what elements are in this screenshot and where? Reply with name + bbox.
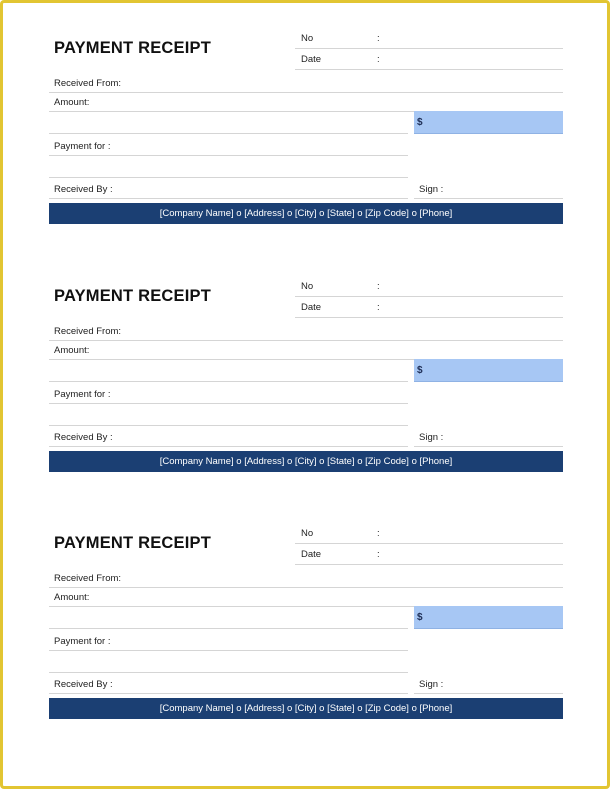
sign-label: Sign : bbox=[419, 432, 444, 443]
payment-for-label: Payment for : bbox=[54, 141, 111, 152]
received-from-label: Received From: bbox=[54, 78, 122, 89]
received-from-label: Received From: bbox=[54, 326, 122, 337]
receipt-date-colon: : bbox=[377, 302, 380, 313]
amount-field[interactable] bbox=[49, 91, 414, 112]
payment-for-label: Payment for : bbox=[54, 636, 111, 647]
receipt-date-colon: : bbox=[377, 54, 380, 65]
amount-label: Amount: bbox=[54, 345, 90, 356]
dollar-sign: $ bbox=[417, 117, 423, 128]
company-info-footer: [Company Name] o [Address] o [City] o [State] o [Zip Code] o [Phone] bbox=[49, 698, 563, 719]
receipt-title: PAYMENT RECEIPT bbox=[54, 287, 212, 305]
received-by-field[interactable] bbox=[49, 178, 408, 199]
receipt-number-colon: : bbox=[377, 281, 380, 292]
payment-for-line-2[interactable] bbox=[49, 405, 408, 426]
amount-label: Amount: bbox=[54, 97, 90, 108]
sign-field[interactable] bbox=[414, 426, 563, 447]
receipt-date-label: Date bbox=[301, 54, 322, 65]
sign-field[interactable] bbox=[414, 178, 563, 199]
amount-words-line[interactable] bbox=[49, 608, 408, 629]
received-by-label: Received By : bbox=[54, 679, 113, 690]
amount-field[interactable] bbox=[49, 586, 414, 607]
company-info-footer: [Company Name] o [Address] o [City] o [State] o [Zip Code] o [Phone] bbox=[49, 203, 563, 224]
received-from-field[interactable] bbox=[49, 567, 563, 588]
amount-dollar-box[interactable] bbox=[414, 111, 563, 134]
payment-receipt-3 bbox=[49, 528, 563, 728]
receipt-number-field[interactable] bbox=[295, 524, 563, 544]
received-from-field[interactable] bbox=[49, 72, 563, 93]
receipt-date-field[interactable] bbox=[295, 50, 563, 70]
receipt-title: PAYMENT RECEIPT bbox=[54, 39, 212, 57]
payment-for-field[interactable] bbox=[49, 135, 408, 156]
amount-label: Amount: bbox=[54, 592, 90, 603]
received-by-field[interactable] bbox=[49, 673, 408, 694]
amount-dollar-box[interactable] bbox=[414, 359, 563, 382]
receipt-number-field[interactable] bbox=[295, 29, 563, 49]
receipt-number-label: No bbox=[301, 281, 314, 292]
receipt-date-label: Date bbox=[301, 549, 322, 560]
payment-for-line-2[interactable] bbox=[49, 157, 408, 178]
sign-field[interactable] bbox=[414, 673, 563, 694]
amount-words-line[interactable] bbox=[49, 113, 408, 134]
receipt-date-colon: : bbox=[377, 549, 380, 560]
sign-label: Sign : bbox=[419, 679, 444, 690]
receipt-date-field[interactable] bbox=[295, 298, 563, 318]
received-by-label: Received By : bbox=[54, 432, 113, 443]
sign-label: Sign : bbox=[419, 184, 444, 195]
payment-for-label: Payment for : bbox=[54, 389, 111, 400]
receipt-number-colon: : bbox=[377, 33, 380, 44]
payment-receipt-2 bbox=[49, 281, 563, 481]
receipt-date-field[interactable] bbox=[295, 545, 563, 565]
received-from-field[interactable] bbox=[49, 320, 563, 341]
payment-for-field[interactable] bbox=[49, 630, 408, 651]
company-info-footer: [Company Name] o [Address] o [City] o [State] o [Zip Code] o [Phone] bbox=[49, 451, 563, 472]
receipt-number-label: No bbox=[301, 528, 314, 539]
received-from-label: Received From: bbox=[54, 573, 122, 584]
payment-for-line-2[interactable] bbox=[49, 652, 408, 673]
received-by-field[interactable] bbox=[49, 426, 408, 447]
receipt-number-colon: : bbox=[377, 528, 380, 539]
amount-field[interactable] bbox=[49, 339, 414, 360]
received-by-label: Received By : bbox=[54, 184, 113, 195]
receipt-date-label: Date bbox=[301, 302, 322, 313]
receipt-title: PAYMENT RECEIPT bbox=[54, 534, 212, 552]
amount-words-line[interactable] bbox=[49, 361, 408, 382]
dollar-sign: $ bbox=[417, 612, 423, 623]
receipt-number-field[interactable] bbox=[295, 277, 563, 297]
receipt-number-label: No bbox=[301, 33, 314, 44]
dollar-sign: $ bbox=[417, 365, 423, 376]
payment-receipt-1 bbox=[49, 33, 563, 233]
payment-for-field[interactable] bbox=[49, 383, 408, 404]
amount-dollar-box[interactable] bbox=[414, 606, 563, 629]
